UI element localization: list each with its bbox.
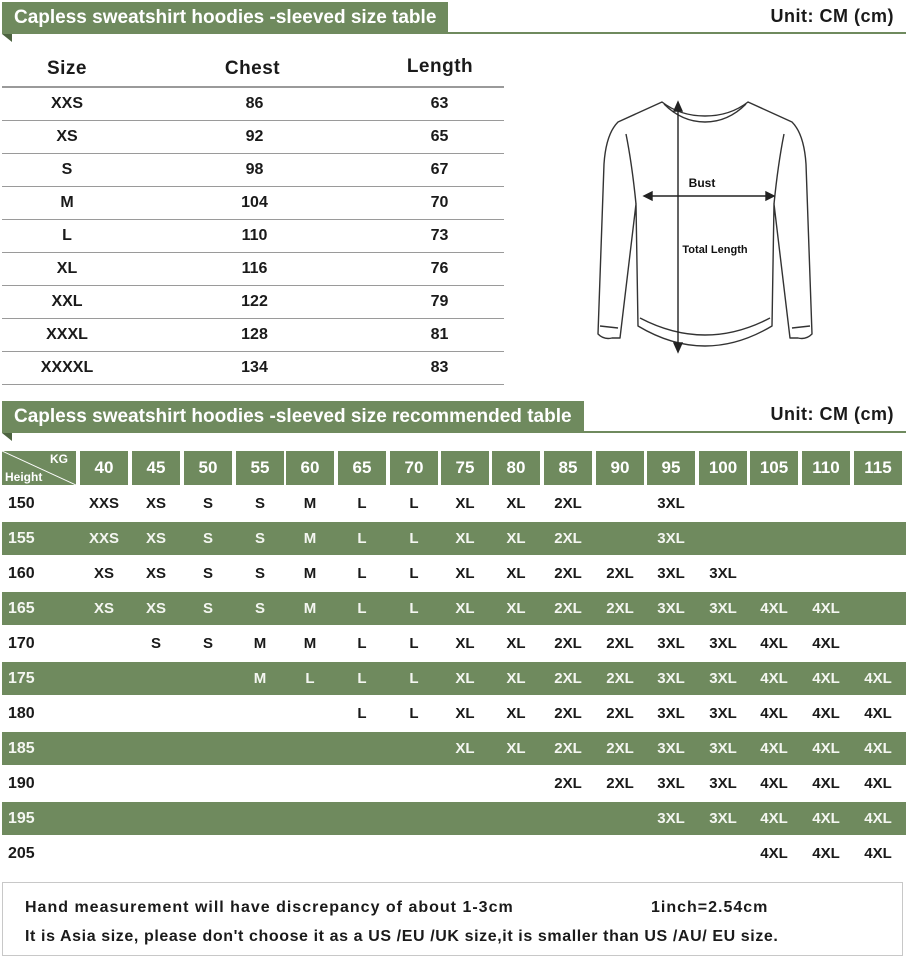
chest-column-header: Chest [224,58,281,79]
size-value: S [61,161,73,178]
recommended-size-cell: 4XL [812,810,840,827]
weight-header-cell: 40 [80,451,128,485]
recommended-size-cell: 2XL [554,495,582,512]
recommended-size-cell: M [303,530,317,547]
size-value: XXXL [46,326,88,343]
recommended-size-cell: XL [506,705,526,722]
recommended-size-cell: XL [455,600,475,617]
recommended-size-cell: 2XL [606,740,634,757]
height-value: 190 [8,775,35,792]
recommended-size-cell: 4XL [864,705,892,722]
recommended-size-cell: XL [506,530,526,547]
recommended-size-cell: 2XL [606,600,634,617]
recommended-size-cell: 4XL [812,600,840,617]
recommended-size-cell: L [357,705,367,722]
recommended-size-cell: 3XL [657,600,685,617]
chest-value: 122 [241,293,268,310]
chest-value: 92 [245,128,264,145]
size-value: M [60,194,74,211]
recommended-size-cell: XL [455,670,475,687]
weight-header-cell: 115 [854,451,902,485]
recommended-size-cell: XL [455,565,475,582]
recommended-size-cell: XL [506,600,526,617]
recommended-size-cell: 2XL [554,775,582,792]
size-column-header: Size [46,58,88,79]
size-table-row [2,153,504,187]
size-value: XS [56,128,78,145]
recommended-size-cell: 3XL [657,670,685,687]
recommended-size-cell: XS [145,495,166,512]
recommended-size-cell: 3XL [709,810,737,827]
weight-header-cell: 60 [286,451,334,485]
recommended-size-cell: XL [455,740,475,757]
height-value: 150 [8,495,35,512]
height-row [2,487,906,520]
recommended-size-cell: S [202,600,213,617]
size-table-row [2,252,504,286]
recommended-size-cell: 4XL [760,635,788,652]
recommended-size-cell: S [254,600,265,617]
recommended-size-cell: L [409,495,419,512]
length-value: 81 [430,326,449,343]
height-value: 185 [8,740,35,757]
length-value: 83 [430,359,449,376]
length-value: 79 [430,293,449,310]
chest-value: 86 [245,95,264,112]
recommended-size-cell: XL [455,495,475,512]
size-table-title: Capless sweatshirt hoodies -sleeved size table [2,2,448,34]
weight-header-cell: 110 [802,451,850,485]
recommended-size-cell: M [253,635,267,652]
recommended-size-cell: 4XL [864,740,892,757]
recommended-size-cell: XL [455,705,475,722]
recommended-size-cell: 2XL [554,670,582,687]
size-table-row [2,186,504,220]
length-value: 70 [430,194,449,211]
recommended-size-cell: 4XL [812,845,840,862]
recommended-size-cell: 4XL [812,635,840,652]
height-row [2,662,906,695]
recommended-size-cell: 3XL [657,705,685,722]
recommended-size-cell: 2XL [554,530,582,547]
recommended-size-cell: M [303,600,317,617]
recommended-size-cell: 4XL [812,705,840,722]
recommended-size-cell: S [202,530,213,547]
recommended-size-cell: 3XL [709,705,737,722]
height-row [2,732,906,765]
recommended-size-cell: S [202,635,213,652]
height-row [2,557,906,590]
size-table-row [2,318,504,352]
asia-size-note: It is Asia size, please don't choose it as a US /EU /UK size,it is smaller than US /AU/ EU size. [25,928,779,945]
weight-header-cell: 55 [236,451,284,485]
notes-box [2,882,903,956]
recommended-size-cell: 4XL [760,810,788,827]
recommend-table-title-rule [2,431,906,433]
recommended-size-cell: S [254,565,265,582]
recommended-size-cell: L [357,600,367,617]
recommended-size-cell: L [357,670,367,687]
recommend-table-unit: Unit: CM (cm) [770,404,894,424]
recommended-size-cell: S [202,495,213,512]
size-value: XXL [51,293,83,310]
title-tab-tail [2,34,12,42]
measurement-note: Hand measurement will have discrepancy of about 1-3cm [25,899,514,916]
length-value: 63 [430,95,449,112]
weight-header-cell: 85 [544,451,592,485]
recommended-size-cell: 3XL [709,600,737,617]
recommended-size-cell: 3XL [657,740,685,757]
height-value: 205 [8,845,35,862]
height-row [2,697,906,730]
chest-value: 116 [241,260,268,277]
weight-header-cell: 65 [338,451,386,485]
weight-header-cell: 90 [596,451,644,485]
weight-header-cell: 100 [699,451,747,485]
weight-header-cell: 80 [492,451,540,485]
size-value: XXS [50,95,83,112]
height-value: 195 [8,810,35,827]
recommended-size-cell: XL [506,635,526,652]
recommended-size-cell: L [357,495,367,512]
size-value: L [62,227,72,244]
inch-conversion-note: 1inch=2.54cm [651,899,769,916]
chest-value: 98 [245,161,264,178]
recommended-size-cell: L [409,635,419,652]
recommended-size-cell: 2XL [606,635,634,652]
recommended-size-cell: 4XL [760,775,788,792]
recommended-size-cell: L [409,530,419,547]
weight-header-cell: 105 [750,451,798,485]
recommended-size-cell: 3XL [657,810,685,827]
recommended-size-cell: XL [506,495,526,512]
recommended-size-cell: XL [455,530,475,547]
recommended-size-cell: S [254,530,265,547]
recommended-size-cell: XS [93,600,114,617]
height-axis-label: Height [5,470,43,484]
size-table-row [2,351,504,385]
chest-value: 128 [241,326,268,343]
length-value: 67 [430,161,449,178]
recommended-size-cell: 4XL [812,775,840,792]
recommended-size-cell: 3XL [709,740,737,757]
size-value: XXXXL [40,359,94,376]
length-column-header: Length [406,56,474,77]
recommended-size-cell: 3XL [657,775,685,792]
height-value: 170 [8,635,35,652]
recommended-size-cell: 4XL [864,845,892,862]
bust-label: Bust [688,176,716,190]
recommended-size-cell: 2XL [554,565,582,582]
recommended-size-cell: 2XL [606,670,634,687]
length-value: 73 [430,227,449,244]
recommended-size-cell: XXS [88,530,119,547]
recommended-size-cell: 4XL [760,600,788,617]
recommended-size-cell: 3XL [657,495,685,512]
recommended-size-cell: L [409,670,419,687]
height-row [2,802,906,835]
recommended-size-cell: 3XL [657,530,685,547]
recommended-size-cell: L [409,565,419,582]
recommended-size-cell: L [357,635,367,652]
recommended-size-cell: 2XL [554,705,582,722]
recommended-size-cell: L [409,600,419,617]
size-table-row [2,120,504,154]
recommended-size-cell: XS [145,600,166,617]
recommended-size-cell: 2XL [554,740,582,757]
height-row [2,837,906,870]
recommended-size-cell: 4XL [760,670,788,687]
height-value: 175 [8,670,35,687]
length-value: 76 [430,260,449,277]
recommended-size-cell: 2XL [606,705,634,722]
recommended-size-cell: 3XL [709,775,737,792]
height-row [2,627,906,660]
size-table-row [2,285,504,319]
height-weight-corner-cell [2,451,76,485]
recommended-size-cell: 3XL [709,635,737,652]
recommended-size-cell: 4XL [864,810,892,827]
recommended-size-cell: XS [93,565,114,582]
chest-value: 110 [241,227,268,244]
size-table-row [2,219,504,253]
recommended-size-cell: 3XL [657,635,685,652]
recommended-size-cell: L [357,565,367,582]
recommended-size-cell: 4XL [760,705,788,722]
size-table-row [2,87,504,121]
recommended-size-cell: XL [506,670,526,687]
recommended-size-cell: M [303,495,317,512]
recommended-size-cell: XL [455,635,475,652]
recommended-size-cell: XXS [88,495,119,512]
weight-header-cell: 70 [390,451,438,485]
height-row [2,767,906,800]
recommended-size-cell: 3XL [657,565,685,582]
recommended-size-cell: L [409,705,419,722]
height-value: 155 [8,530,35,547]
size-table-unit: Unit: CM (cm) [770,6,894,26]
recommended-size-cell: 4XL [864,670,892,687]
recommended-size-cell: XL [506,565,526,582]
recommended-size-cell: 2XL [554,600,582,617]
recommend-table-title: Capless sweatshirt hoodies -sleeved size recommended table [2,401,584,433]
height-value: 180 [8,705,35,722]
recommended-size-cell: 4XL [760,740,788,757]
weight-header-cell: 95 [647,451,695,485]
recommended-size-cell: M [303,635,317,652]
chest-value: 104 [241,194,268,211]
size-table-title-rule [2,32,906,34]
total-length-label: Total Length [682,244,748,256]
recommended-size-cell: 3XL [709,565,737,582]
recommended-size-cell: XS [145,565,166,582]
height-row [2,592,906,625]
chest-value: 134 [241,359,268,376]
weight-header-cell: 45 [132,451,180,485]
sweatshirt-diagram [592,94,818,364]
recommended-size-cell: 3XL [709,670,737,687]
recommended-size-cell: M [303,565,317,582]
sweatshirt-outline-icon [598,102,812,346]
size-value: XL [56,260,78,277]
recommended-size-cell: 2XL [554,635,582,652]
recommended-size-cell: 2XL [606,565,634,582]
recommended-size-cell: S [150,635,161,652]
recommended-size-cell: S [254,495,265,512]
recommended-size-cell: 4XL [760,845,788,862]
weight-header-cell: 75 [441,451,489,485]
height-value: 165 [8,600,35,617]
recommended-size-cell: 2XL [606,775,634,792]
height-row [2,522,906,555]
weight-axis-label: KG [50,452,68,466]
weight-header-cell: 50 [184,451,232,485]
recommended-size-cell: L [357,530,367,547]
height-value: 160 [8,565,35,582]
recommended-size-cell: 4XL [812,740,840,757]
title-tab-tail [2,433,12,441]
recommended-size-cell: M [253,670,267,687]
recommended-size-cell: S [202,565,213,582]
length-value: 65 [430,128,449,145]
recommended-size-cell: 4XL [812,670,840,687]
recommended-size-cell: L [305,670,315,687]
recommended-size-cell: XL [506,740,526,757]
recommended-size-cell: 4XL [864,775,892,792]
recommended-size-cell: XS [145,530,166,547]
